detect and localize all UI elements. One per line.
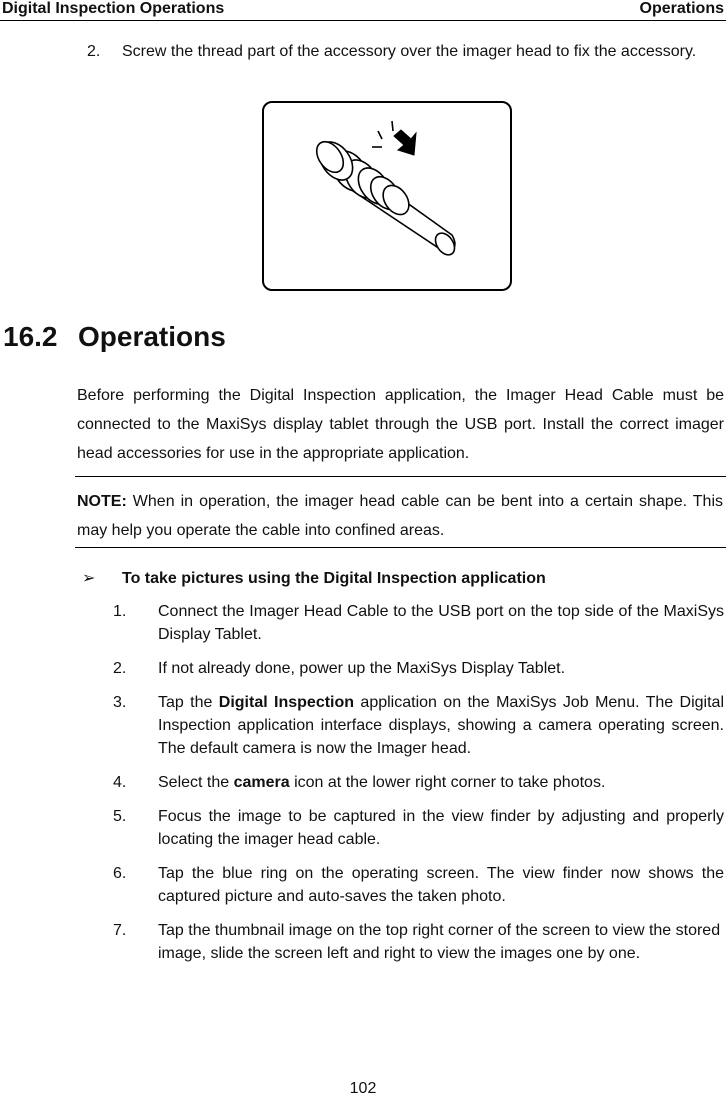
list-item bbox=[113, 919, 724, 965]
list-item bbox=[113, 862, 724, 908]
step-number: 2. bbox=[87, 43, 101, 60]
step-text: Tap the blue ring on the operating screen. The view finder now shows the captured picture and auto-saves the taken photo. bbox=[158, 865, 724, 905]
list-item bbox=[113, 600, 724, 646]
procedure-title-text: To take pictures using the Digital Inspection application bbox=[122, 570, 546, 587]
step-number: 4. bbox=[113, 774, 127, 791]
step-text bbox=[158, 691, 724, 760]
page-header bbox=[0, 0, 726, 21]
page-number: 102 bbox=[349, 1080, 377, 1097]
step-text-pre: Tap the bbox=[158, 694, 219, 711]
step-number: 3. bbox=[113, 694, 127, 711]
step-text bbox=[158, 771, 724, 794]
step-text: Connect the Imager Head Cable to the USB port on the top side of the MaxiSys Display Tablet. bbox=[158, 603, 724, 643]
list-item bbox=[113, 657, 724, 680]
step-text: Focus the image to be captured in the view finder by adjusting and properly locating the imager head cable. bbox=[158, 808, 724, 848]
note-text bbox=[77, 487, 723, 545]
section-heading bbox=[3, 321, 226, 353]
step-text-post: icon at the lower right corner to take photos. bbox=[289, 774, 606, 791]
step-text: Screw the thread part of the accessory over the imager head to fix the accessory. bbox=[122, 43, 697, 60]
procedure-steps bbox=[113, 600, 724, 976]
section-number: 16.2 bbox=[3, 321, 58, 352]
step-number: 7. bbox=[113, 922, 127, 939]
header-section-title: Operations bbox=[639, 0, 724, 17]
step-text-bold: camera bbox=[233, 774, 290, 791]
list-item bbox=[113, 771, 724, 794]
header-chapter-title: Digital Inspection Operations bbox=[2, 0, 225, 17]
imager-head-accessory-illustration bbox=[264, 103, 510, 289]
step-text-pre: Select the bbox=[158, 774, 234, 791]
intro-paragraph: Before performing the Digital Inspection application, the Imager Head Cable must be connected to the MaxiSys display tablet through the USB port. Install the correct imager head accessories for use in the appropriate application. bbox=[77, 387, 724, 462]
step-text: If not already done, power up the MaxiSys Display Tablet. bbox=[158, 660, 566, 677]
step-number: 6. bbox=[113, 865, 127, 882]
note-box bbox=[75, 476, 726, 548]
step-text-bold: Digital Inspection bbox=[218, 694, 355, 711]
list-item bbox=[113, 691, 724, 760]
section-title: Operations bbox=[78, 321, 226, 352]
step-number: 5. bbox=[113, 808, 127, 825]
procedure-title bbox=[82, 568, 546, 588]
step-number: 2. bbox=[113, 660, 127, 677]
list-item bbox=[113, 805, 724, 851]
accessory-step bbox=[87, 40, 723, 63]
note-label: NOTE: bbox=[77, 493, 127, 510]
accessory-figure bbox=[262, 101, 512, 291]
step-text-post: application on the MaxiSys Job Menu. The Digital Inspection application interface displays, showing a camera operating screen. The default camera is now the Imager head. bbox=[158, 694, 725, 757]
note-body: When in operation, the imager head cable can be bent into a certain shape. This may help you operate the cable into confined areas. bbox=[77, 493, 723, 539]
arrow-bullet-icon: ➢ bbox=[82, 570, 96, 587]
step-number: 1. bbox=[113, 603, 127, 620]
step-text: Tap the thumbnail image on the top right corner of the screen to view the stored image, slide the screen left and right to view the images one by one. bbox=[158, 922, 721, 962]
